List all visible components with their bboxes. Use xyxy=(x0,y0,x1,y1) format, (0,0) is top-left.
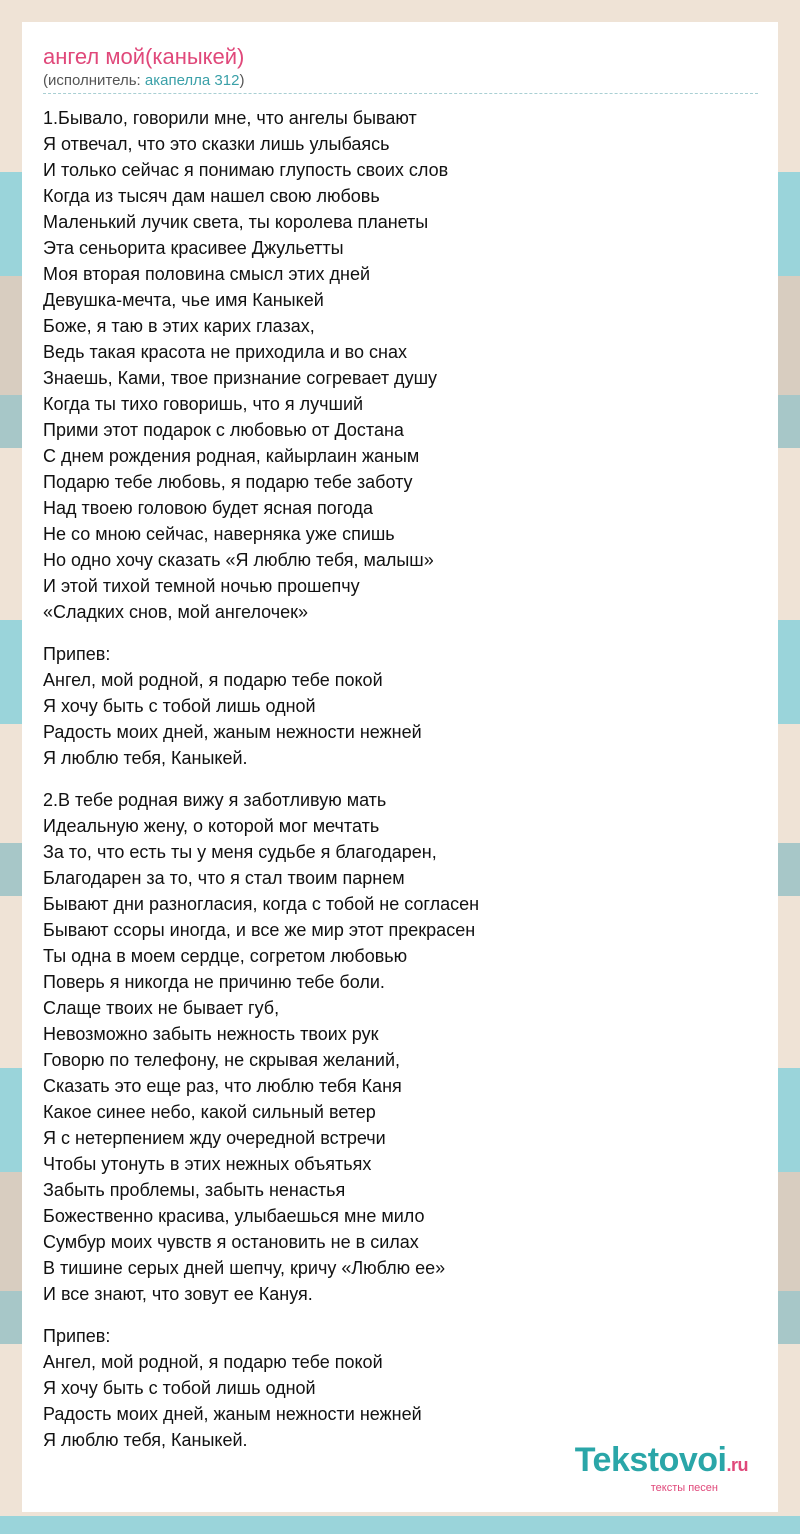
lyric-line: Припев: xyxy=(43,644,111,664)
lyric-line: Божественно красива, улыбаешься мне мило xyxy=(43,1206,425,1226)
lyric-line: Подарю тебе любовь, я подарю тебе заботу xyxy=(43,472,413,492)
lyric-line: Моя вторая половина смысл этих дней xyxy=(43,264,371,284)
lyric-line: Забыть проблемы, забыть ненастья xyxy=(43,1180,346,1200)
lyric-line: Радость моих дней, жаным нежности нежней xyxy=(43,1404,422,1424)
performer-line xyxy=(43,71,244,91)
lyric-line: Радость моих дней, жаным нежности нежней xyxy=(43,722,422,742)
lyric-line: Ты одна в моем сердце, согретом любовью xyxy=(43,946,408,966)
lyric-line: Когда из тысяч дам нашел свою любовь xyxy=(43,186,380,206)
lyrics-stanza xyxy=(43,787,763,1307)
performer-link[interactable]: акапелла 312 xyxy=(144,72,240,89)
lyric-line: И этой тихой темной ночью прошепчу xyxy=(43,576,360,596)
lyric-line: Я хочу быть с тобой лишь одной xyxy=(43,696,316,716)
header-divider xyxy=(43,93,758,94)
lyric-line: Я люблю тебя, Каныкей. xyxy=(43,748,248,768)
lyric-line: С днем рождения родная, кайырлаин жаным xyxy=(43,446,420,466)
song-title: ангел мой(каныкей) xyxy=(43,44,245,69)
lyric-line: Ведь такая красота не приходила и во снах xyxy=(43,342,407,362)
lyric-line: Не со мною сейчас, наверняка уже спишь xyxy=(43,524,395,544)
logo-domain: .ru xyxy=(726,1455,748,1475)
lyric-line: Чтобы утонуть в этих нежных объятьях xyxy=(43,1154,372,1174)
lyric-line: Когда ты тихо говоришь, что я лучший xyxy=(43,394,364,414)
site-logo[interactable] xyxy=(575,1443,748,1494)
lyric-line: «Сладких снов, мой ангелочек» xyxy=(43,602,309,622)
lyric-line: Говорю по телефону, не скрывая желаний, xyxy=(43,1050,401,1070)
lyric-line: Сказать это еще раз, что люблю тебя Каня xyxy=(43,1076,402,1096)
lyric-line: Невозможно забыть нежность твоих рук xyxy=(43,1024,379,1044)
lyric-line: Знаешь, Ками, твое признание согревает душу xyxy=(43,368,438,388)
lyric-line: Бывают дни разногласия, когда с тобой не согласен xyxy=(43,894,480,914)
logo-wordmark: Tekstovoi xyxy=(574,1441,727,1479)
lyric-line: Бывают ссоры иногда, и все же мир этот прекрасен xyxy=(43,920,476,940)
lyric-line: 2.В тебе родная вижу я заботливую мать xyxy=(43,790,387,810)
lyric-line: Поверь я никогда не причиню тебе боли. xyxy=(43,972,385,992)
lyric-line: Прими этот подарок с любовью от Достана xyxy=(43,420,404,440)
lyric-line: Какое синее небо, какой сильный ветер xyxy=(43,1102,376,1122)
lyric-line: Маленький лучик света, ты королева планеты xyxy=(43,212,429,232)
lyrics-text xyxy=(43,105,763,1469)
lyric-line: Ангел, мой родной, я подарю тебе покой xyxy=(43,1352,383,1372)
lyric-line: В тишине серых дней шепчу, кричу «Люблю ее» xyxy=(43,1258,446,1278)
lyrics-stanza xyxy=(43,641,763,771)
lyric-line: Я хочу быть с тобой лишь одной xyxy=(43,1378,316,1398)
lyric-line: Сумбур моих чувств я остановить не в силах xyxy=(43,1232,419,1252)
lyric-line: Над твоею головою будет ясная погода xyxy=(43,498,373,518)
lyric-line: Боже, я таю в этих карих глазах, xyxy=(43,316,315,336)
lyric-line: И только сейчас я понимаю глупость своих слов xyxy=(43,160,449,180)
lyric-line: Слаще твоих не бывает губ, xyxy=(43,998,280,1018)
lyrics-card xyxy=(22,22,778,1512)
lyric-line: И все знают, что зовут ее Кануя. xyxy=(43,1284,313,1304)
lyric-line: Я отвечал, что это сказки лишь улыбаясь xyxy=(43,134,390,154)
lyric-line: 1.Бывало, говорили мне, что ангелы бывают xyxy=(43,108,417,128)
lyric-line: Я с нетерпением жду очередной встречи xyxy=(43,1128,386,1148)
lyric-line: За то, что есть ты у меня судьбе я благодарен, xyxy=(43,842,437,862)
performer-suffix: ) xyxy=(239,72,245,89)
lyric-line: Девушка-мечта, чье имя Каныкей xyxy=(43,290,324,310)
lyrics-stanza xyxy=(43,1323,763,1453)
lyric-line: Припев: xyxy=(43,1326,111,1346)
lyric-line: Я люблю тебя, Каныкей. xyxy=(43,1430,248,1450)
lyric-line: Но одно хочу сказать «Я люблю тебя, малыш» xyxy=(43,550,434,570)
lyric-line: Эта сеньорита красивее Джульетты xyxy=(43,238,344,258)
lyric-line: Благодарен за то, что я стал твоим парнем xyxy=(43,868,405,888)
lyric-line: Ангел, мой родной, я подарю тебе покой xyxy=(43,670,383,690)
logo-subtitle: тексты песен xyxy=(650,1482,718,1494)
lyric-line: Идеальную жену, о которой мог мечтать xyxy=(43,816,380,836)
performer-prefix: (исполнитель: xyxy=(43,72,145,89)
lyrics-stanza xyxy=(43,105,763,625)
